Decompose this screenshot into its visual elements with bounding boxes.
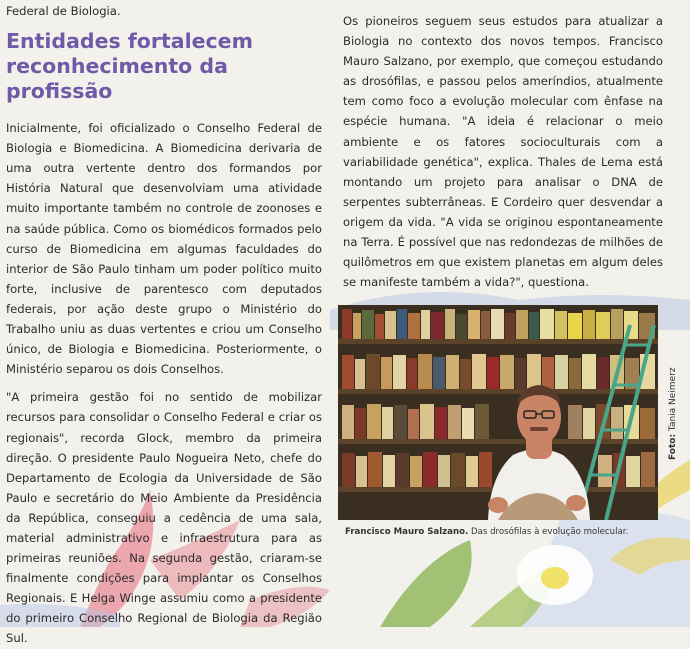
left-column [6, 1, 322, 649]
photo-caption [345, 526, 675, 538]
photo-credit-name: Tania Neimerz [668, 367, 678, 432]
caption-name: Francisco Mauro Salzano. [345, 527, 469, 537]
photo-credit [668, 320, 684, 460]
body-paragraph-2: "A primeira gestão foi no sentido de mobilizar recursos para consolidar o Conselho Federal e criar os regionais", recorda Glock, membro da primeira direção. O presidente Paulo Nogueira Neto, chefe do Departamento de Ecologia da Universidade de São Paulo e secretário do Meio Ambiente da Presidência da República, conseguiu a cedência de uma sala, material administrativo e infraestrutura para as primeiras reuniões. Na segunda gestão, criaram-se finalmente condições para implantar os Conselhos Regionais. E Helga Winge assumiu como a presidente do primeiro Conselho Regional de Biologia da Região Sul. [6, 390, 322, 646]
right-column [343, 11, 663, 292]
body-paragraph-1: Inicialmente, foi oficializado o Conselho Federal de Biologia e Biomedicina. A Biomedicina derivaria de uma outra vertente dentro dos formandos por História Natural que desenvolviam uma atividade muito importante também no controle de zoonoses e na saúde pública. Como os biomédicos formados pelo curso de Biomedicina em algumas faculdades do interior de São Paulo tinham um poder político muito forte, inclusive de parentesco com deputados federais, por ação deste grupo o Ministério do Trabalho uniu as duas vertentes e criou um Conselho único, de Biologia e Biomedicina. Posteriormente, o Ministério separou os dois Conselhos. [6, 121, 322, 377]
headline: Entidades fortalecem reconhecimento da profissão [6, 29, 253, 104]
library-photo-illustration [338, 305, 658, 520]
photo-credit-label: Foto: [668, 433, 678, 460]
portrait-photo [338, 305, 658, 520]
body-paragraph-3: Os pioneiros seguem seus estudos para atualizar a Biologia no contexto dos novos tempos. Francisco Mauro Salzano, por exemplo, que começou estudando as drosófilas, e passou pelos ameríndios, atualmente tem como foco a evolução molecular com ênfase na espécie humana. "A ideia é relacionar o meio ambiente e os fatores socioculturais com a variabilidade genética", explica. Thales de Lema está montando um projeto para analisar o DNA de serpentes subterrâneas. E Cordeiro quer desvendar a origem da vida. "A vida se originou espontaneamente na Terra. É possível que nas redondezas de milhões de quilômetros em que existem planetas em algum deles se manifeste também a vida?", questiona. [343, 14, 663, 290]
caption-text: Das drosófilas à evolução molecular. [470, 527, 629, 537]
intro-fragment: Federal de Biologia. [6, 4, 121, 18]
